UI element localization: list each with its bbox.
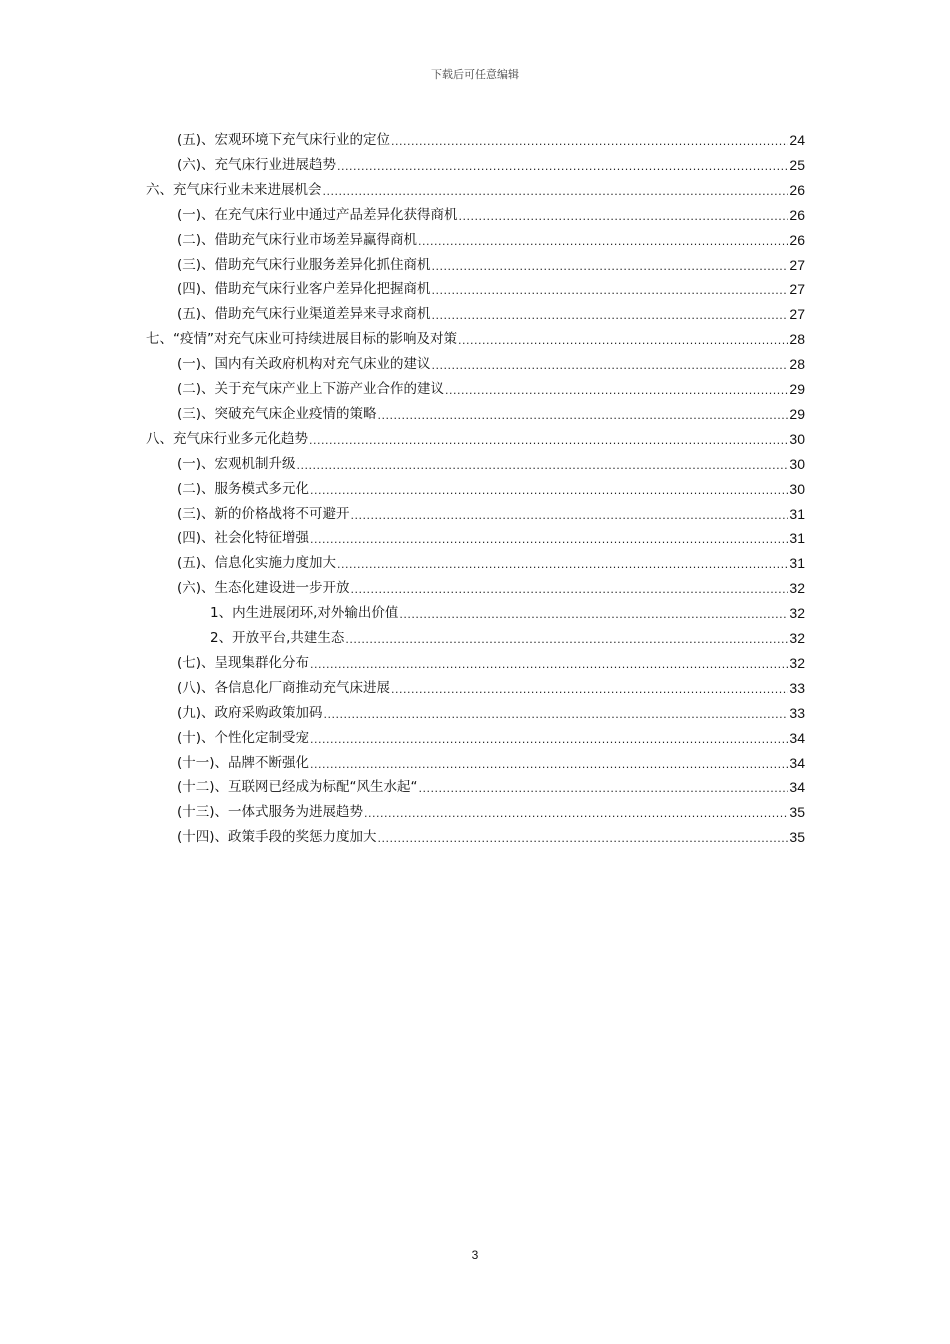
toc-dot-leader <box>418 235 788 249</box>
toc-entry-label: 七、“疫情”对充气床业可持续进展目标的影响及对策 <box>146 331 457 348</box>
toc-entry-label: (三)、新的价格战将不可避开 <box>177 505 350 522</box>
toc-entry[interactable] <box>177 399 805 423</box>
toc-entry-label: (三)、借助充气床行业服务差异化抓住商机 <box>177 256 431 273</box>
toc-entry[interactable] <box>177 250 805 274</box>
toc-entry[interactable] <box>177 723 805 747</box>
toc-entry[interactable] <box>177 499 805 523</box>
toc-dot-leader <box>432 260 789 274</box>
toc-entry[interactable] <box>177 748 805 772</box>
toc-entry-page: 30 <box>789 480 805 497</box>
toc-dot-leader <box>323 185 789 199</box>
toc-entry[interactable] <box>177 125 805 149</box>
toc-entry-page: 29 <box>789 405 805 422</box>
toc-dot-leader <box>337 160 788 174</box>
toc-entry-label: (四)、社会化特征增强 <box>177 530 310 547</box>
toc-dot-leader <box>351 583 789 597</box>
toc-entry-page: 24 <box>789 132 805 148</box>
toc-dot-leader <box>364 807 788 821</box>
toc-entry[interactable] <box>177 374 805 398</box>
toc-entry-page: 33 <box>789 704 805 721</box>
toc-entry[interactable] <box>177 150 805 174</box>
toc-entry-page: 28 <box>789 356 805 373</box>
toc-entry-label: (一)、在充气床行业中通过产品差异化获得商机 <box>177 206 458 223</box>
toc-entry[interactable] <box>177 274 805 298</box>
toc-entry-page: 32 <box>789 605 805 622</box>
toc-entry-label: (五)、宏观环境下充气床行业的定位 <box>177 132 391 148</box>
toc-dot-leader <box>419 782 789 796</box>
toc-entry-page: 26 <box>789 231 805 248</box>
toc-entry[interactable] <box>177 772 805 796</box>
toc-dot-leader <box>432 284 789 298</box>
toc-entry-label: (三)、突破充气床企业疫情的策略 <box>177 405 377 422</box>
page-number: 3 <box>471 1248 479 1262</box>
toc-entry-page: 31 <box>789 505 805 522</box>
toc-dot-leader <box>297 459 789 473</box>
toc-entry[interactable] <box>146 324 805 348</box>
toc-entry-page: 27 <box>789 256 805 273</box>
toc-entry-label: 八、充气床行业多元化趋势 <box>146 430 308 447</box>
toc-entry[interactable] <box>210 598 805 622</box>
toc-entry[interactable] <box>177 673 805 697</box>
toc-dot-leader <box>432 309 789 323</box>
toc-dot-leader <box>310 733 788 747</box>
toc-dot-leader <box>345 633 788 647</box>
toc-entry[interactable] <box>146 175 805 199</box>
toc-entry-label: 六、充气床行业未来进展机会 <box>146 181 322 198</box>
toc-dot-leader <box>324 708 789 722</box>
toc-entry-page: 30 <box>789 455 805 472</box>
page-header: 下载后可任意编辑 <box>431 68 519 81</box>
toc-entry-page: 26 <box>789 206 805 223</box>
toc-dot-leader <box>378 832 789 846</box>
toc-entry-page: 33 <box>789 679 805 696</box>
toc-entry-page: 27 <box>789 306 805 323</box>
toc-dot-leader <box>351 509 789 523</box>
toc-entry-page: 31 <box>789 555 805 572</box>
toc-entry-label: (九)、政府采购政策加码 <box>177 704 323 721</box>
toc-dot-leader <box>310 533 788 547</box>
toc-entry-label: (八)、各信息化厂商推动充气床进展 <box>177 679 391 696</box>
toc-entry[interactable] <box>177 822 805 846</box>
toc-entry-label: (二)、关于充气床产业上下游产业合作的建议 <box>177 381 445 397</box>
toc-entry-label: (六)、充气床行业进展趋势 <box>177 156 337 173</box>
toc-entry-page: 35 <box>789 829 805 846</box>
toc-dot-leader <box>309 434 788 448</box>
toc-entry[interactable] <box>177 200 805 224</box>
toc-entry[interactable] <box>177 648 805 672</box>
toc-dot-leader <box>391 683 788 697</box>
toc-entry-label: (五)、信息化实施力度加大 <box>177 555 337 572</box>
toc-entry[interactable] <box>177 474 805 498</box>
toc-entry-page: 26 <box>789 181 805 198</box>
toc-dot-leader <box>337 558 788 572</box>
toc-entry-page: 31 <box>789 530 805 547</box>
toc-entry[interactable] <box>177 299 805 323</box>
toc-entry-label: (五)、借助充气床行业渠道差异来寻求商机 <box>177 306 431 323</box>
toc-entry[interactable] <box>146 424 805 448</box>
toc-entry-label: (二)、借助充气床行业市场差异赢得商机 <box>177 231 418 248</box>
toc-dot-leader <box>310 758 788 772</box>
toc-entry-page: 29 <box>789 381 805 397</box>
toc-entry[interactable] <box>177 225 805 249</box>
toc-entry-label: 2、开放平台,共建生态 <box>210 630 345 646</box>
toc-entry-page: 32 <box>789 654 805 671</box>
toc-entry-page: 32 <box>789 580 805 597</box>
toc-entry-page: 30 <box>789 430 805 447</box>
toc-entry-page: 34 <box>789 729 805 746</box>
toc-entry[interactable] <box>177 548 805 572</box>
toc-dot-leader <box>399 608 788 622</box>
toc-entry-page: 32 <box>789 630 805 646</box>
toc-entry-label: (一)、宏观机制升级 <box>177 455 296 472</box>
toc-entry-label: (十二)、互联网已经成为标配“风生水起“ <box>177 779 418 796</box>
toc-entry[interactable] <box>177 449 805 473</box>
toc-dot-leader <box>459 210 789 224</box>
toc-dot-leader <box>378 409 789 423</box>
toc-entry-label: (十三)、一体式服务为进展趋势 <box>177 804 364 821</box>
toc-entry[interactable] <box>177 523 805 547</box>
toc-entry-page: 35 <box>789 804 805 821</box>
toc-entry[interactable] <box>177 349 805 373</box>
toc-entry-page: 25 <box>789 156 805 173</box>
toc-dot-leader <box>391 135 788 149</box>
toc-entry-label: (二)、服务模式多元化 <box>177 480 310 497</box>
toc-entry-label: (十一)、品牌不断强化 <box>177 754 310 771</box>
toc-entry-label: (四)、借助充气床行业客户差异化把握商机 <box>177 281 431 298</box>
toc-entry-page: 28 <box>789 331 805 348</box>
toc-entry-label: (一)、国内有关政府机构对充气床业的建议 <box>177 356 431 373</box>
toc-entry-page: 34 <box>789 754 805 771</box>
toc-dot-leader <box>445 384 788 398</box>
toc-dot-leader <box>432 359 789 373</box>
toc-entry-label: (十)、个性化定制受宠 <box>177 729 310 746</box>
toc-entry-label: 1、内生进展闭环,对外输出价值 <box>210 605 399 622</box>
toc-entry-label: (七)、呈现集群化分布 <box>177 654 310 671</box>
toc-entry[interactable] <box>177 573 805 597</box>
toc-entry[interactable] <box>210 623 805 647</box>
toc-dot-leader <box>458 334 788 348</box>
toc-entry-label: (十四)、政策手段的奖惩力度加大 <box>177 829 377 846</box>
toc-dot-leader <box>310 658 788 672</box>
toc-entry-page: 34 <box>789 779 805 796</box>
toc-entry-page: 27 <box>789 281 805 298</box>
toc-entry[interactable] <box>177 797 805 821</box>
toc-entry-label: (六)、生态化建设进一步开放 <box>177 580 350 597</box>
toc-entry[interactable] <box>177 698 805 722</box>
toc-dot-leader <box>310 484 788 498</box>
